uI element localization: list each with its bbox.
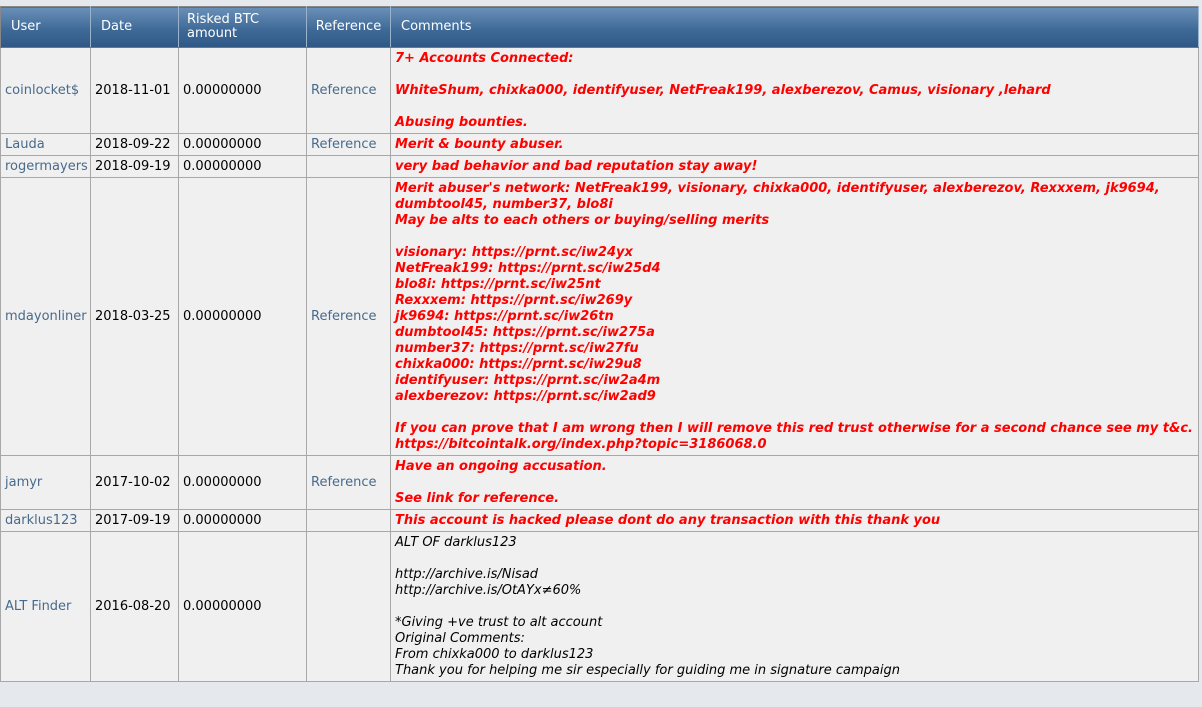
table-row: [1, 456, 1199, 510]
reference-link[interactable]: Reference: [311, 475, 377, 490]
user-cell: [1, 48, 91, 134]
comment-line: 7+ Accounts Connected:: [395, 51, 574, 66]
comment-line: number37: https://prnt.sc/iw27fu: [395, 341, 639, 356]
comment-line: dumbtool45, number37, blo8i: [395, 197, 613, 212]
risked-amount-cell: 0.00000000: [179, 456, 307, 510]
comment-line: Rexxxem: https://prnt.sc/iw269y: [395, 293, 633, 308]
user-cell: [1, 532, 91, 682]
comment-line: dumbtool45: https://prnt.sc/iw275a: [395, 325, 655, 340]
user-cell: [1, 178, 91, 456]
comment-line: [395, 229, 1194, 245]
date-cell: 2018-09-19: [91, 156, 179, 178]
comment-line: http://archive.is/OtAYx≠60%: [395, 583, 582, 598]
date-cell: 2018-09-22: [91, 134, 179, 156]
comment-line: May be alts to each others or buying/selling merits: [395, 213, 770, 228]
comment-line: Have an ongoing accusation.: [395, 459, 607, 474]
reference-link[interactable]: Reference: [311, 83, 377, 98]
reference-cell: [307, 156, 391, 178]
header-date: Date: [91, 7, 179, 48]
date-cell: 2018-03-25: [91, 178, 179, 456]
comment-line: NetFreak199: https://prnt.sc/iw25d4: [395, 261, 661, 276]
comment-line: ALT OF darklus123: [395, 535, 517, 550]
reference-cell: [307, 456, 391, 510]
comment-line: If you can prove that I am wrong then I will remove this red trust otherwise for a second chance see my t&c.: [395, 421, 1193, 436]
comment-line: [395, 599, 1194, 615]
comment-line: visionary: https://prnt.sc/iw24yx: [395, 245, 633, 260]
table-row: [1, 178, 1199, 456]
comment-line: http://archive.is/Nisad: [395, 567, 539, 582]
comment-line: jk9694: https://prnt.sc/iw26tn: [395, 309, 614, 324]
comment-line: very bad behavior and bad reputation stay away!: [395, 159, 758, 174]
reference-cell: [307, 48, 391, 134]
date-cell: 2017-10-02: [91, 456, 179, 510]
user-cell: [1, 156, 91, 178]
user-cell: [1, 134, 91, 156]
user-link[interactable]: rogermayers: [5, 159, 88, 174]
user-link[interactable]: coinlocket$: [5, 83, 80, 98]
date-cell: 2016-08-20: [91, 532, 179, 682]
user-link[interactable]: jamyr: [5, 475, 43, 490]
reference-cell: [307, 510, 391, 532]
header-comments: Comments: [391, 7, 1199, 48]
comment-line: [395, 551, 1194, 567]
feedback-rows: [1, 48, 1199, 682]
header-row: [1, 7, 1199, 48]
comment-line: blo8i: https://prnt.sc/iw25nt: [395, 277, 601, 292]
reference-link[interactable]: Reference: [311, 309, 377, 324]
comment-line: alexberezov: https://prnt.sc/iw2ad9: [395, 389, 656, 404]
table-row: [1, 156, 1199, 178]
header-risked-amount: Risked BTC amount: [179, 7, 307, 48]
comment-cell: [391, 532, 1199, 682]
header-user: User: [1, 7, 91, 48]
user-link[interactable]: mdayonliner: [5, 309, 87, 324]
table-row: [1, 134, 1199, 156]
user-cell: [1, 510, 91, 532]
reference-cell: [307, 178, 391, 456]
comment-line: This account is hacked please dont do any transaction with this thank you: [395, 513, 941, 528]
risked-amount-cell: 0.00000000: [179, 178, 307, 456]
date-cell: 2018-11-01: [91, 48, 179, 134]
reference-cell: [307, 134, 391, 156]
user-link[interactable]: ALT Finder: [5, 599, 72, 614]
table-row: [1, 532, 1199, 682]
comment-line: chixka000: https://prnt.sc/iw29u8: [395, 357, 642, 372]
comment-line: [395, 475, 1194, 491]
comment-line: Abusing bounties.: [395, 115, 528, 130]
user-link[interactable]: Lauda: [5, 137, 45, 152]
comment-line: [395, 405, 1194, 421]
header-reference: Reference: [307, 7, 391, 48]
comment-cell: [391, 134, 1199, 156]
trust-feedback-table: [0, 6, 1199, 682]
reference-cell: [307, 532, 391, 682]
user-cell: [1, 456, 91, 510]
risked-amount-cell: 0.00000000: [179, 156, 307, 178]
comment-line: From chixka000 to darklus123: [395, 647, 594, 662]
risked-amount-cell: 0.00000000: [179, 48, 307, 134]
user-link[interactable]: darklus123: [5, 513, 78, 528]
comment-cell: [391, 178, 1199, 456]
comment-line: https://bitcointalk.org/index.php?topic=3186068.0: [395, 437, 767, 452]
comment-line: identifyuser: https://prnt.sc/iw2a4m: [395, 373, 661, 388]
comment-cell: [391, 510, 1199, 532]
date-cell: 2017-09-19: [91, 510, 179, 532]
comment-line: Merit abuser's network: NetFreak199, visionary, chixka000, identifyuser, alexberezov, Rexxxem, jk9694,: [395, 181, 1160, 196]
comment-line: Thank you for helping me sir especially for guiding me in signature campaign: [395, 663, 900, 678]
comment-line: Merit & bounty abuser.: [395, 137, 564, 152]
comment-line: See link for reference.: [395, 491, 560, 506]
risked-amount-cell: 0.00000000: [179, 134, 307, 156]
comment-line: *Giving +ve trust to alt account: [395, 615, 603, 630]
comment-cell: [391, 156, 1199, 178]
comment-line: [395, 99, 1194, 115]
reference-link[interactable]: Reference: [311, 137, 377, 152]
table-row: [1, 48, 1199, 134]
comment-cell: [391, 456, 1199, 510]
risked-amount-cell: 0.00000000: [179, 532, 307, 682]
comment-line: [395, 67, 1194, 83]
risked-amount-cell: 0.00000000: [179, 510, 307, 532]
comment-line: WhiteShum, chixka000, identifyuser, NetFreak199, alexberezov, Camus, visionary ,lehard: [395, 83, 1051, 98]
table-row: [1, 510, 1199, 532]
comment-cell: [391, 48, 1199, 134]
comment-line: Original Comments:: [395, 631, 525, 646]
